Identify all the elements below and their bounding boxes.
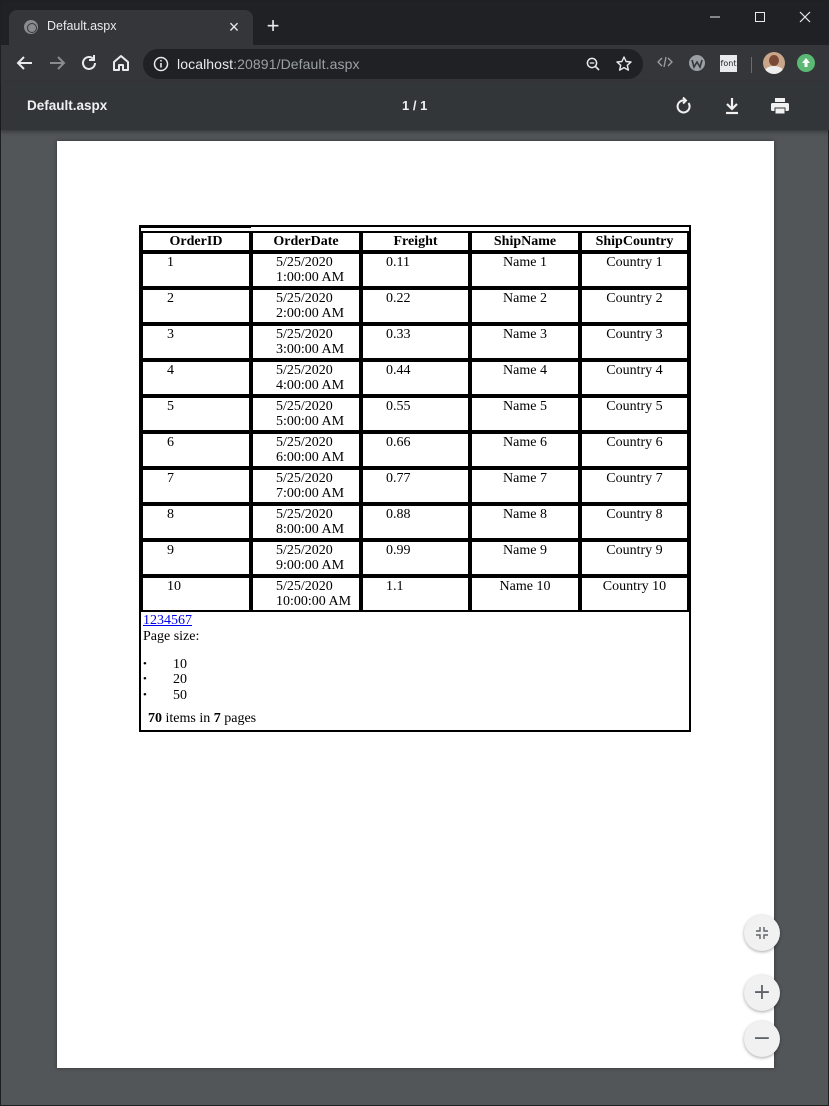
zoom-in-button[interactable]: + bbox=[744, 975, 780, 1011]
orderid-cell bbox=[141, 396, 251, 432]
arrow-right-icon bbox=[45, 51, 69, 75]
orderid-cell bbox=[141, 432, 251, 468]
shipcountry-cell bbox=[580, 360, 689, 396]
orderid-cell-text: 3 bbox=[167, 326, 174, 342]
shipcountry-cell-text: Country 10 bbox=[602, 578, 667, 594]
orders-grid bbox=[139, 225, 691, 732]
shipcountry-cell-text: Country 7 bbox=[606, 470, 663, 486]
fit-to-page-button[interactable] bbox=[744, 915, 780, 951]
shipcountry-cell bbox=[580, 324, 689, 360]
freight-cell bbox=[361, 576, 470, 612]
shipname-cell bbox=[470, 504, 580, 540]
orderdate-cell-text: 5/25/2020 bbox=[276, 254, 333, 270]
table-row bbox=[141, 432, 689, 468]
shipname-cell-text: Name 8 bbox=[503, 506, 547, 522]
grid-top-border bbox=[141, 225, 689, 231]
orderid-cell-text: 4 bbox=[167, 362, 174, 378]
shipname-cell-text: Name 10 bbox=[499, 578, 551, 594]
total-items: 70 bbox=[148, 711, 162, 726]
shipcountry-cell-text: Country 1 bbox=[606, 254, 663, 270]
download-icon bbox=[721, 95, 743, 117]
pages-text: pages bbox=[220, 711, 257, 726]
orderdate-cell bbox=[251, 288, 361, 324]
orderdate-cell-text: 5/25/2020 bbox=[276, 470, 333, 486]
print-icon bbox=[769, 95, 791, 117]
orderid-cell-text: 5 bbox=[167, 398, 174, 414]
shipname-cell-text: Name 3 bbox=[503, 326, 547, 342]
reload-icon bbox=[77, 51, 101, 75]
page-size-list bbox=[143, 657, 689, 704]
orderdate-cell-text: 1:00:00 AM bbox=[276, 270, 345, 285]
orderdate-cell bbox=[251, 360, 361, 396]
rotate-icon bbox=[673, 95, 695, 117]
shipname-cell-text: Name 9 bbox=[503, 542, 547, 558]
globe-icon bbox=[24, 20, 38, 34]
shipname-cell bbox=[470, 576, 580, 612]
info-icon[interactable] bbox=[153, 56, 169, 77]
orderid-cell-text: 2 bbox=[167, 290, 174, 306]
table-row bbox=[141, 468, 689, 504]
close-icon bbox=[799, 11, 811, 23]
freight-cell-text: 0.55 bbox=[386, 398, 411, 414]
total-pages: 7 bbox=[213, 711, 221, 726]
orderid-cell bbox=[141, 504, 251, 540]
table-row bbox=[141, 252, 689, 288]
column-header-shipname: ShipName bbox=[470, 231, 580, 252]
url-path: :20891/Default.aspx bbox=[233, 56, 360, 72]
freight-cell-text: 0.22 bbox=[386, 290, 411, 306]
shipcountry-cell bbox=[580, 576, 689, 612]
orderdate-cell bbox=[251, 540, 361, 576]
home-button[interactable] bbox=[109, 51, 133, 75]
orderdate-cell-text: 5/25/2020 bbox=[276, 434, 333, 450]
orderdate-cell bbox=[251, 576, 361, 612]
zoom-out-button[interactable]: − bbox=[744, 1021, 780, 1057]
orderid-cell-text: 6 bbox=[167, 434, 174, 450]
orderdate-cell-text: 5/25/2020 bbox=[276, 578, 333, 594]
back-button[interactable] bbox=[13, 51, 37, 75]
orderid-cell-text: 9 bbox=[167, 542, 174, 558]
freight-cell bbox=[361, 396, 470, 432]
freight-cell bbox=[361, 504, 470, 540]
shipcountry-cell-text: Country 5 bbox=[606, 398, 663, 414]
minimize-button[interactable] bbox=[700, 7, 730, 29]
pager-summary bbox=[143, 711, 689, 730]
orderid-cell bbox=[141, 540, 251, 576]
close-icon[interactable]: × bbox=[228, 17, 240, 37]
shipcountry-cell-text: Country 3 bbox=[606, 326, 663, 342]
page-size-option[interactable]: • 10 bbox=[143, 657, 689, 673]
code-extension-icon[interactable] bbox=[656, 53, 674, 76]
url-host: localhost bbox=[177, 56, 234, 72]
orderdate-cell bbox=[251, 468, 361, 504]
shipname-cell bbox=[470, 288, 580, 324]
window-close-button[interactable] bbox=[790, 7, 820, 29]
freight-cell bbox=[361, 324, 470, 360]
orderdate-cell-text: 6:00:00 AM bbox=[276, 450, 345, 465]
orders-table bbox=[141, 231, 689, 612]
table-row bbox=[141, 504, 689, 540]
orderdate-cell-text: 8:00:00 AM bbox=[276, 522, 345, 537]
shipname-cell-text: Name 7 bbox=[503, 470, 547, 486]
home-icon bbox=[109, 51, 133, 75]
orderdate-cell bbox=[251, 252, 361, 288]
page-size-option[interactable]: • 20 bbox=[143, 672, 689, 688]
shipcountry-cell bbox=[580, 504, 689, 540]
freight-cell-text: 0.11 bbox=[386, 254, 410, 270]
freight-cell-text: 0.88 bbox=[386, 506, 411, 522]
pdf-title: Default.aspx bbox=[27, 98, 108, 113]
table-row bbox=[141, 540, 689, 576]
table-row bbox=[141, 576, 689, 612]
orderdate-cell-text: 5/25/2020 bbox=[276, 290, 333, 306]
reload-button[interactable] bbox=[77, 51, 101, 75]
page-links[interactable]: 1234567 bbox=[143, 612, 192, 628]
update-icon[interactable] bbox=[797, 54, 815, 72]
orderid-cell bbox=[141, 252, 251, 288]
maximize-button[interactable] bbox=[745, 7, 775, 29]
orderdate-cell-text: 10:00:00 AM bbox=[276, 594, 352, 609]
shipcountry-cell-text: Country 4 bbox=[606, 362, 663, 378]
freight-cell-text: 1.1 bbox=[386, 578, 404, 594]
freight-cell-text: 0.66 bbox=[386, 434, 411, 450]
shipcountry-cell bbox=[580, 252, 689, 288]
orderdate-cell bbox=[251, 396, 361, 432]
tab-title: Default.aspx bbox=[47, 19, 117, 33]
column-header-shipcountry: ShipCountry bbox=[580, 231, 689, 252]
freight-cell bbox=[361, 432, 470, 468]
print-button[interactable] bbox=[769, 95, 791, 117]
freight-cell bbox=[361, 252, 470, 288]
tab-default-aspx[interactable] bbox=[9, 10, 253, 45]
column-header-orderid: OrderID bbox=[141, 231, 251, 252]
freight-cell-text: 0.77 bbox=[386, 470, 411, 486]
table-row bbox=[141, 324, 689, 360]
profile-avatar[interactable] bbox=[763, 52, 785, 74]
header-row bbox=[141, 231, 689, 252]
orderid-cell bbox=[141, 324, 251, 360]
freight-cell bbox=[361, 468, 470, 504]
shipname-cell bbox=[470, 360, 580, 396]
page-size-label: Page size: bbox=[143, 628, 200, 644]
table-row bbox=[141, 288, 689, 324]
url-text[interactable] bbox=[177, 56, 360, 72]
orderdate-cell-text: 3:00:00 AM bbox=[276, 342, 345, 357]
shipname-cell-text: Name 5 bbox=[503, 398, 547, 414]
orderdate-cell-text: 5/25/2020 bbox=[276, 506, 333, 522]
orderdate-cell-text: 5/25/2020 bbox=[276, 326, 333, 342]
freight-cell-text: 0.33 bbox=[386, 326, 411, 342]
shipcountry-cell bbox=[580, 396, 689, 432]
orderid-cell bbox=[141, 360, 251, 396]
orderdate-cell-text: 9:00:00 AM bbox=[276, 558, 345, 573]
orderid-cell-text: 7 bbox=[167, 470, 174, 486]
orderdate-cell-text: 5/25/2020 bbox=[276, 398, 333, 414]
column-header-freight: Freight bbox=[361, 231, 470, 252]
star-icon[interactable] bbox=[615, 55, 633, 78]
w-extension-icon[interactable] bbox=[688, 54, 706, 77]
freight-cell bbox=[361, 540, 470, 576]
zoom-icon[interactable] bbox=[585, 56, 601, 77]
freight-cell bbox=[361, 288, 470, 324]
page-size-option[interactable]: • 50 bbox=[143, 688, 689, 704]
fit-page-icon bbox=[754, 925, 770, 941]
orderid-cell bbox=[141, 288, 251, 324]
freight-cell-text: 0.99 bbox=[386, 542, 411, 558]
forward-button[interactable] bbox=[45, 51, 69, 75]
shipcountry-cell-text: Country 8 bbox=[606, 506, 663, 522]
page-indicator: 1 / 1 bbox=[402, 98, 428, 113]
orderdate-cell bbox=[251, 324, 361, 360]
rotate-button[interactable] bbox=[673, 95, 695, 117]
shipcountry-cell-text: Country 2 bbox=[606, 290, 663, 306]
shipcountry-cell-text: Country 6 bbox=[606, 434, 663, 450]
pager bbox=[141, 612, 689, 731]
shipcountry-cell bbox=[580, 288, 689, 324]
shipname-cell bbox=[470, 540, 580, 576]
shipcountry-cell bbox=[580, 540, 689, 576]
shipcountry-cell-text: Country 9 bbox=[606, 542, 663, 558]
table-row bbox=[141, 360, 689, 396]
orderid-cell bbox=[141, 468, 251, 504]
shipname-cell-text: Name 4 bbox=[503, 362, 547, 378]
freight-cell bbox=[361, 360, 470, 396]
shipname-cell bbox=[470, 396, 580, 432]
browser-toolbar bbox=[1, 45, 829, 82]
orderdate-cell-text: 7:00:00 AM bbox=[276, 486, 345, 501]
orderdate-cell-text: 4:00:00 AM bbox=[276, 378, 345, 393]
tab-strip bbox=[1, 1, 829, 45]
freight-cell-text: 0.44 bbox=[386, 362, 411, 378]
orderid-cell-text: 8 bbox=[167, 506, 174, 522]
pdf-toolbar bbox=[1, 82, 829, 130]
items-in-text: items in bbox=[162, 711, 214, 726]
font-extension-icon[interactable]: font bbox=[720, 55, 737, 72]
shipname-cell-text: Name 2 bbox=[503, 290, 547, 306]
shipcountry-cell bbox=[580, 468, 689, 504]
new-tab-button[interactable]: + bbox=[266, 13, 280, 38]
grid-body bbox=[141, 252, 689, 612]
orderdate-cell-text: 5:00:00 AM bbox=[276, 414, 345, 429]
shipname-cell bbox=[470, 324, 580, 360]
shipname-cell bbox=[470, 468, 580, 504]
orderdate-cell bbox=[251, 504, 361, 540]
shipname-cell bbox=[470, 432, 580, 468]
orderid-cell-text: 1 bbox=[167, 254, 174, 270]
orderdate-cell-text: 5/25/2020 bbox=[276, 362, 333, 378]
shipname-cell bbox=[470, 252, 580, 288]
orderid-cell-text: 10 bbox=[167, 578, 181, 594]
toolbar-divider bbox=[751, 57, 752, 73]
maximize-icon bbox=[754, 11, 766, 23]
minimize-icon bbox=[709, 11, 721, 23]
table-row bbox=[141, 396, 689, 432]
orderdate-cell-text: 5/25/2020 bbox=[276, 542, 333, 558]
shipcountry-cell bbox=[580, 432, 689, 468]
address-bar[interactable] bbox=[143, 49, 643, 79]
shipname-cell-text: Name 6 bbox=[503, 434, 547, 450]
download-button[interactable] bbox=[721, 95, 743, 117]
pdf-page bbox=[57, 141, 774, 1068]
orderid-cell bbox=[141, 576, 251, 612]
arrow-left-icon bbox=[13, 51, 37, 75]
shipname-cell-text: Name 1 bbox=[503, 254, 547, 270]
orderdate-cell-text: 2:00:00 AM bbox=[276, 306, 345, 321]
orderdate-cell bbox=[251, 432, 361, 468]
column-header-orderdate: OrderDate bbox=[251, 231, 361, 252]
